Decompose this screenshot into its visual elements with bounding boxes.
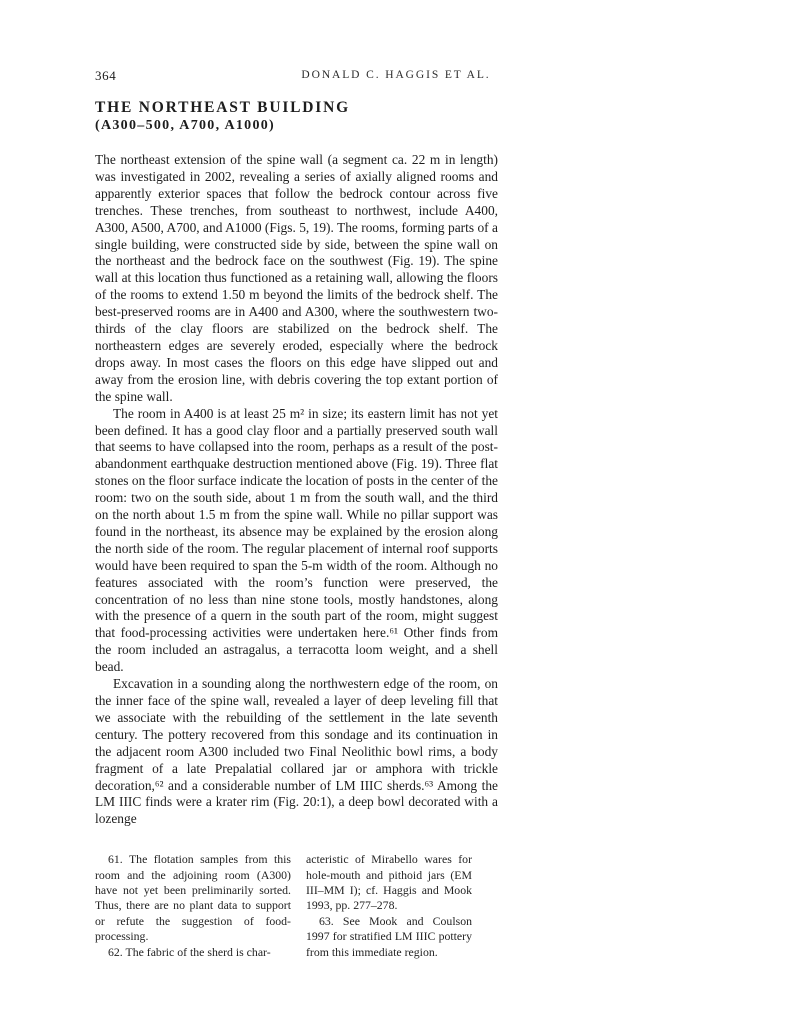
- footnote-62: 62. The fabric of the sherd is char-: [108, 944, 271, 959]
- footnotes-section: [95, 852, 697, 960]
- footnote-column-right: [306, 852, 472, 960]
- section-subtitle: (A300–500, A700, A1000): [95, 118, 276, 133]
- paragraph-3: Excavation in a sounding along the northwestern edge of the room, on the inner face of the spine wall, revealed a layer of deep leveling fill that we associate with the rebuilding of the settlement in the late seventh century. The pottery recovered from this sondage and its continuation in the adjacent room A300 included two Final Neolithic bowl rims, a body fragment of a late Prepalatial collared jar or amphora with trickle decoration,⁶² and a considerable number of LM IIIC sherds.⁶³ Among the LM IIIC finds were a krater rim (Fig. 20:1), a deep bowl decorated with a lozenge: [95, 676, 498, 827]
- footnote-63: 63. See Mook and Coulson 1997 for stratified LM IIIC pottery from this immediate region.: [306, 913, 472, 959]
- section-heading: [95, 98, 697, 135]
- section-title: THE NORTHEAST BUILDING: [95, 99, 350, 116]
- page-number: 364: [95, 68, 117, 83]
- paragraph-2: The room in A400 is at least 25 m² in size; its eastern limit has not yet been defined. It has a good clay floor and a partially preserved south wall that seems to have collapsed into the room, perhaps as a result of the post-abandonment earthquake destruction mentioned above (Fig. 19). Three flat stones on the floor surface indicate the location of posts in the center of the room: two on the south side, about 1 m from the south wall, and the third on the north about 1.5 m from the spine wall. While no pillar support was found in the northeast, its absence may be explained by the erosion along the north side of the room. The regular placement of internal roof supports would have been required to span the 5-m width of the room. Although no features associated with the room’s function were preserved, the concentration of no less than nine stone tools, mostly handstones, along with the presence of a quern in the south part of the room, might suggest that food-processing activities were undertaken here.⁶¹ Other finds from the room included an astragalus, a terracotta loom weight, and a shell bead.: [95, 405, 498, 675]
- paragraph-1: The northeast extension of the spine wall (a segment ca. 22 m in length) was investigated in 2002, revealing a series of axially aligned rooms and apparently exterior spaces that follow the bedrock contour across five trenches. These trenches, from southeast to northwest, include A400, A300, A500, A700, and A1000 (Figs. 5, 19). The rooms, forming parts of a single building, were constructed side by side, between the spine wall on the northeast and the bedrock face on the southwest (Fig. 19). The spine wall at this location thus functioned as a retaining wall, allowing the floors of the rooms to extend 1.50 m beyond the limits of the bedrock shelf. The best-preserved rooms are in A400 and A300, where the southwestern two-thirds of the clay floors are stabilized on the bedrock shelf. The northeastern edges are severely eroded, especially where the bedrock drops away. In most cases the floors on this edge have slipped out and away from the erosion line, with debris covering the top extant portion of the spine wall.: [95, 152, 498, 404]
- footnote-column-left: [95, 852, 291, 960]
- body-text: [95, 152, 498, 828]
- running-header: [95, 68, 697, 84]
- footnote-61: 61. The flotation samples from this room and the adjoining room (A300) have not yet been preliminarily sorted. Thus, there are no plant data to support or refute the suggestion of food-processing.: [95, 852, 291, 944]
- running-head-authors: DONALD C. HAGGIS ET AL.: [301, 69, 491, 81]
- footnote-62-continuation: acteristic of Mirabello wares for hole-mouth and pithoid jars (EM III–MM I); cf. Haggis and Mook 1993, pp. 277–278.: [306, 852, 472, 913]
